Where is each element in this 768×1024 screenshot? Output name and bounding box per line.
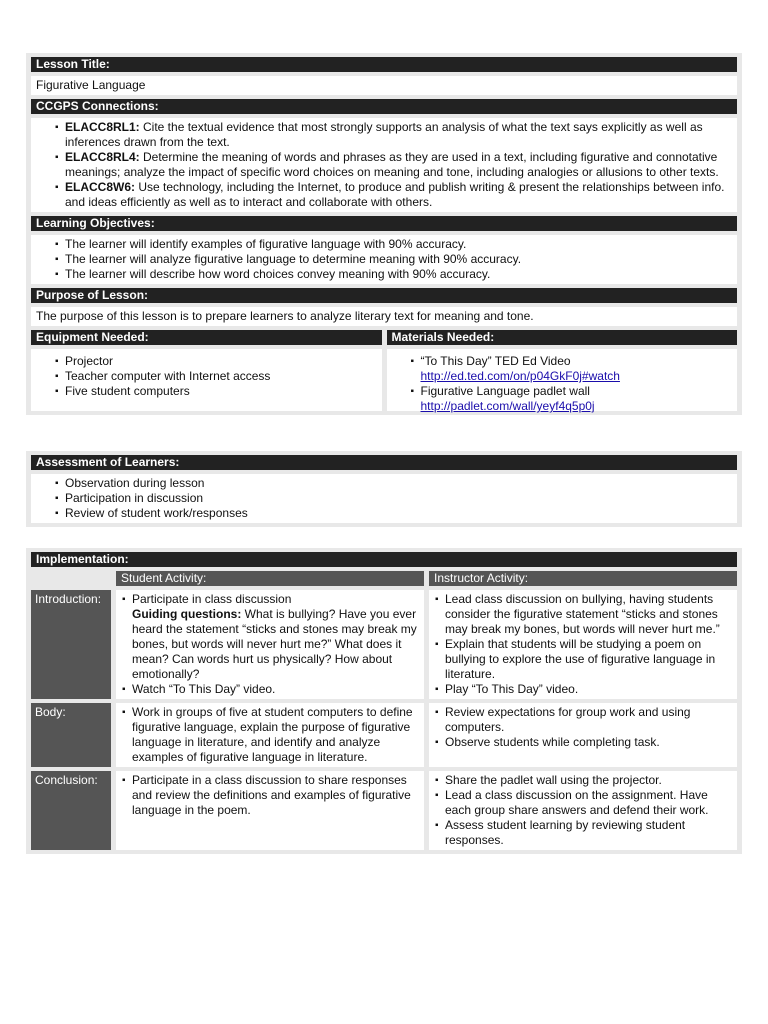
objectives-body xyxy=(31,235,737,284)
introduction-student: ▪ Participate in class discussion Guiding questions: What is bullying? Have you ever heard the statement “sticks and stones may break my bones, but words will never hurt me?” What does it mean? Can words hurt us physically? How about emotionally? ▪ Watch “To This Day” video. xyxy=(116,590,424,699)
assessment-item: ▪ Observation during lesson xyxy=(65,476,737,491)
materials-item: ▪ Figurative Language padlet wall http://padlet.com/wall/yeyf4q5p0j xyxy=(421,384,738,414)
introduction-row xyxy=(31,590,737,699)
assessment-header: Assessment of Learners: xyxy=(31,455,737,470)
equipment-item: ▪ Teacher computer with Internet access xyxy=(65,369,382,384)
implementation-header: Implementation: xyxy=(31,552,737,567)
assessment-block xyxy=(26,451,742,527)
equipment-item: ▪ Projector xyxy=(65,354,382,369)
objective-item: ▪ The learner will describe how word choices convey meaning with 90% accuracy. xyxy=(65,267,737,282)
lesson-plan-block xyxy=(26,53,742,415)
body-label: Body: xyxy=(31,703,111,767)
materials-body xyxy=(387,349,738,411)
ted-video-link[interactable]: http://ed.ted.com/on/p04GkF0j#watch xyxy=(420,369,620,383)
student-activity-header: Student Activity: xyxy=(116,571,424,586)
lesson-title-value: Figurative Language xyxy=(31,76,737,95)
conclusion-instructor: ▪ Share the padlet wall using the projector. ▪ Lead a class discussion on the assignment. Have each group share answers and defend their work. ▪ Assess student learning by reviewing student responses. xyxy=(429,771,737,850)
conclusion-row xyxy=(31,771,737,850)
ccgps-header: CCGPS Connections: xyxy=(31,99,737,114)
assessment-item: ▪ Review of student work/responses xyxy=(65,506,737,521)
introduction-label: Introduction: xyxy=(31,590,111,699)
ccgps-item: ▪ ELACC8RL1: Cite the textual evidence that most strongly supports an analysis of what the text says explicitly as well as inferences drawn from the text. xyxy=(65,120,737,150)
body-row xyxy=(31,703,737,767)
equipment-body xyxy=(31,349,382,411)
introduction-instructor: ▪ Lead class discussion on bullying, having students consider the figurative statement “sticks and stones may break my bones, but words will never hurt me.” ▪ Explain that students will be studying a poem on bullying to explore the use of figurative language in literature. ▪ Play “To This Day” video. xyxy=(429,590,737,699)
conclusion-student: ▪ Participate in a class discussion to share responses and review the definitions and examples of figurative language in the poem. xyxy=(116,771,424,850)
padlet-link[interactable]: http://padlet.com/wall/yeyf4q5p0j xyxy=(420,399,595,413)
ccgps-item: ▪ ELACC8RL4: Determine the meaning of words and phrases as they are used in a text, including figurative and connotative meanings; analyze the impact of specific word choices on meaning and tone, including analogies or allusions to other texts. xyxy=(65,150,737,180)
materials-header: Materials Needed: xyxy=(387,330,738,345)
implementation-block xyxy=(26,548,742,854)
purpose-header: Purpose of Lesson: xyxy=(31,288,737,303)
instructor-activity-header: Instructor Activity: xyxy=(429,571,737,586)
objectives-header: Learning Objectives: xyxy=(31,216,737,231)
equipment-header: Equipment Needed: xyxy=(31,330,382,345)
objective-item: ▪ The learner will identify examples of figurative language with 90% accuracy. xyxy=(65,237,737,252)
conclusion-label: Conclusion: xyxy=(31,771,111,850)
materials-item: ▪ “To This Day” TED Ed Video http://ed.ted.com/on/p04GkF0j#watch xyxy=(421,354,738,384)
assessment-item: ▪ Participation in discussion xyxy=(65,491,737,506)
objective-item: ▪ The learner will analyze figurative language to determine meaning with 90% accuracy. xyxy=(65,252,737,267)
body-student: ▪ Work in groups of five at student computers to define figurative language, explain the purpose of figurative language in literature, and identify and analyze examples of figurative language in literature. xyxy=(116,703,424,767)
assessment-body xyxy=(31,474,737,523)
lesson-title-header: Lesson Title: xyxy=(31,57,737,72)
body-instructor: ▪ Review expectations for group work and using computers. ▪ Observe students while completing task. xyxy=(429,703,737,767)
ccgps-item: ▪ ELACC8W6: Use technology, including the Internet, to produce and publish writing & present the relationships between info. and ideas efficiently as well as to interact and collaborate with others. xyxy=(65,180,737,210)
ccgps-body xyxy=(31,118,737,212)
purpose-text: The purpose of this lesson is to prepare learners to analyze literary text for meaning and tone. xyxy=(31,307,737,326)
equipment-item: ▪ Five student computers xyxy=(65,384,382,399)
